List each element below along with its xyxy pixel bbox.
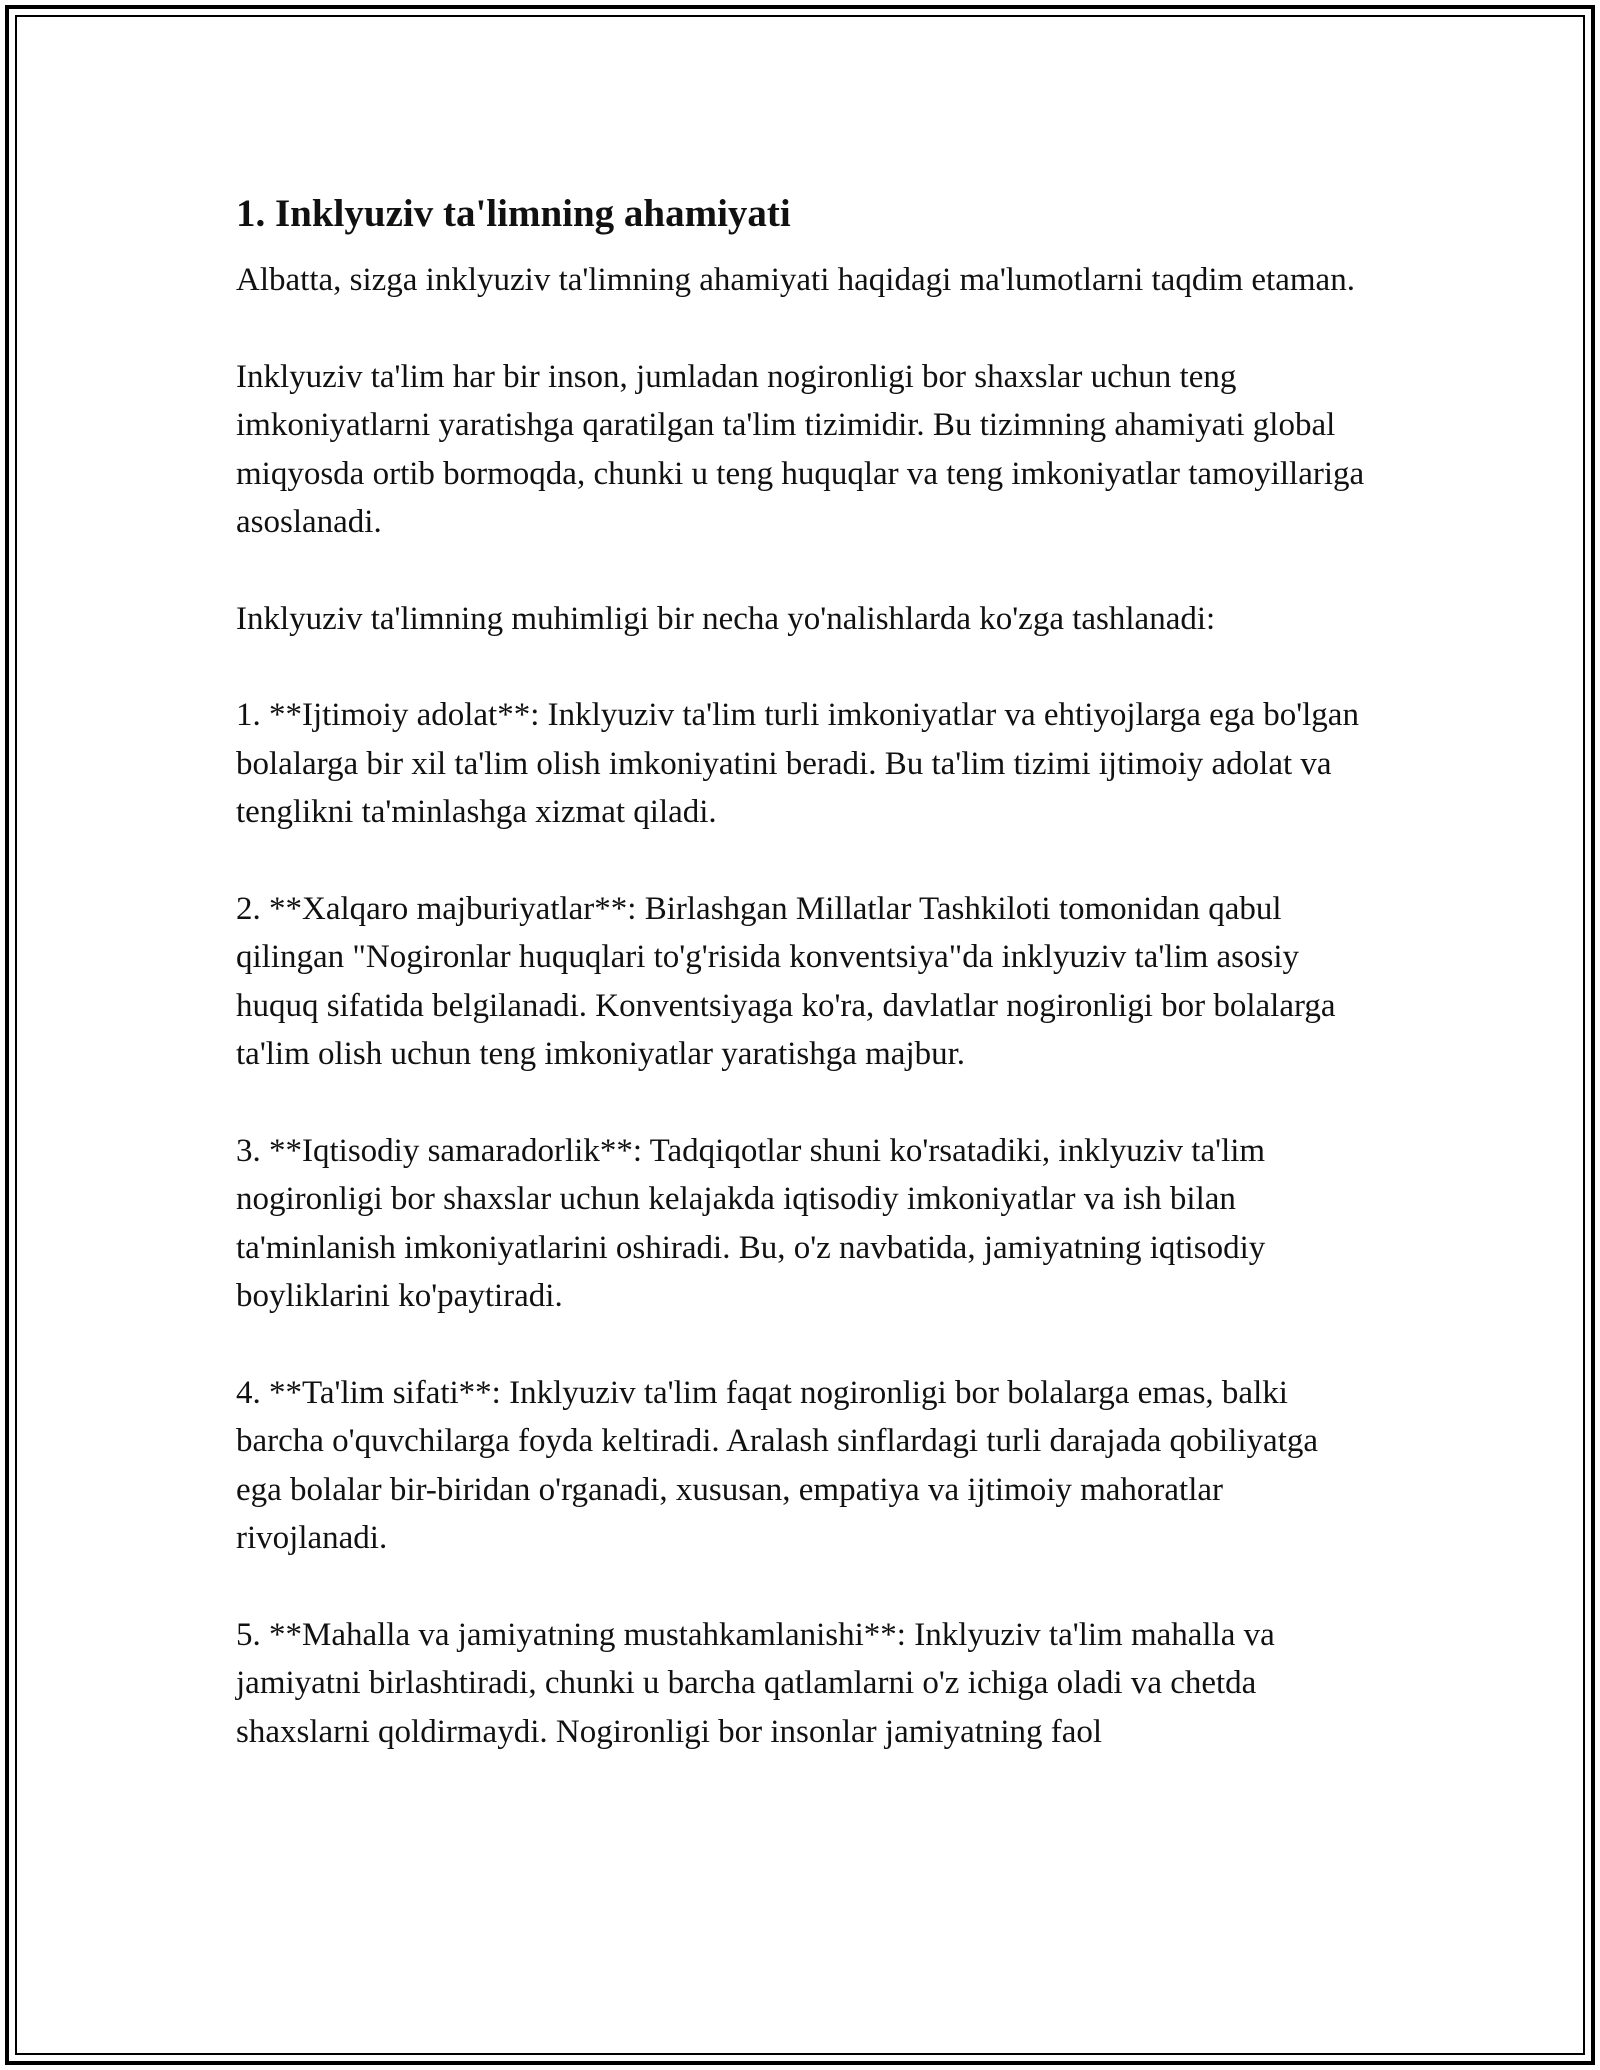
document-body xyxy=(236,186,1366,1804)
page-title: 1. Inklyuziv ta'limning ahamiyati xyxy=(236,192,791,235)
list-item-education-quality: 4. **Ta'lim sifati**: Inklyuziv ta'lim faqat nogironligi bor bolalarga emas, balki barcha o'quvchilarga foyda keltiradi. Aralash sinflardagi turli darajada qobiliyatga ega bolalar bir-biridan o'rganadi, xususan, empatiya va ijtimoiy mahoratlar rivojlanadi. xyxy=(236,1374,1319,1556)
paragraph-intro: Albatta, sizga inklyuziv ta'limning ahamiyati haqidagi ma'lumotlarni taqdim etaman. xyxy=(236,262,1355,298)
list-item-social-justice: 1. **Ijtimoiy adolat**: Inklyuziv ta'lim turli imkoniyatlar va ehtiyojlarga ega bo'lgan bolalarga bir xil ta'lim olish imkoniyatini beradi. Bu ta'lim tizimi ijtimoiy adolat va tenglikni ta'minlashga xizmat qiladi. xyxy=(236,697,1359,830)
list-item-economic-efficiency: 3. **Iqtisodiy samaradorlik**: Tadqiqotlar shuni ko'rsatadiki, inklyuziv ta'lim nogironligi bor shaxslar uchun kelajakda iqtisodiy imkoniyatlar va ish bilan ta'minlanish imkoniyatlarini oshiradi. Bu, o'z navbatida, jamiyatning iqtisodiy boyliklarini ko'paytiradi. xyxy=(236,1132,1266,1314)
paragraph-definition: Inklyuziv ta'lim har bir inson, jumladan nogironligi bor shaxslar uchun teng imkoniyatlarni yaratishga qaratilgan ta'lim tizimidir. Bu tizimning ahamiyati global miqyosda ortib bormoqda, chunki u teng huquqlar va teng imkoniyatlar tamoyillariga asoslanadi. xyxy=(236,358,1365,540)
paragraph-list-lead: Inklyuziv ta'limning muhimligi bir necha yo'nalishlarda ko'zga tashlanadi: xyxy=(236,600,1216,637)
list-item-community-strengthening: 5. **Mahalla va jamiyatning mustahkamlanishi**: Inklyuziv ta'lim mahalla va jamiyatni birlashtiradi, chunki u barcha qatlamlarni o'z ichiga oladi va chetda shaxslarni qoldirmaydi. Nogironligi bor insonlar jamiyatning faol xyxy=(236,1616,1275,1750)
list-item-international-obligations: 2. **Xalqaro majburiyatlar**: Birlashgan Millatlar Tashkiloti tomonidan qabul qilingan "Nogironlar huquqlari to'g'risida konventsiya"da inklyuziv ta'lim asosiy huquq sifatida belgilanadi. Konventsiyaga ko'ra, davlatlar nogironligi bor bolalarga ta'lim olish uchun teng imkoniyatlar yaratishga majbur. xyxy=(236,890,1336,1072)
